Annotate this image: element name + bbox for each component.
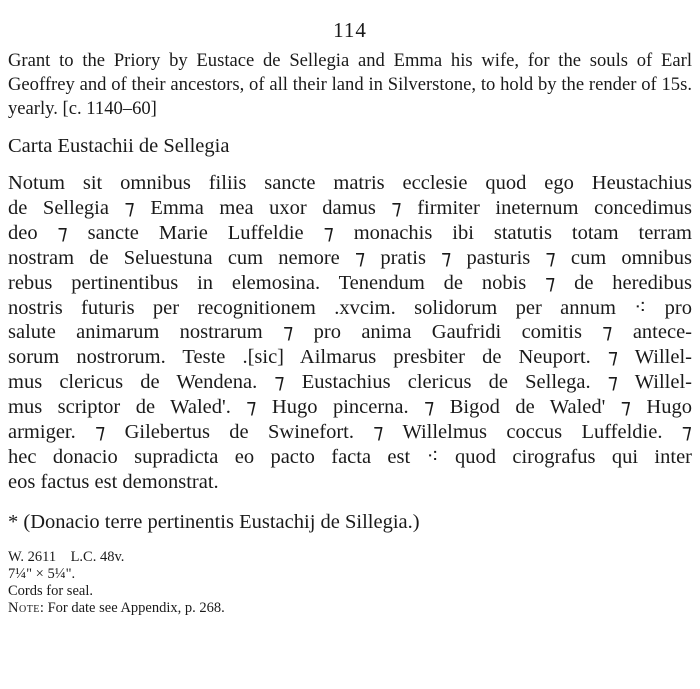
- note-label: Note: [8, 599, 40, 616]
- charter-line: nostram de Seluestuna cum nemore ⁊ pratis ⁊ pasturis ⁊ cum omnibus: [8, 246, 692, 269]
- charter-line: mus scriptor de Waled'. ⁊ Hugo pincerna. ⁊ Bigod de Waled' ⁊ Hugo: [8, 396, 692, 419]
- charter-line: mus clericus de Wendena. ⁊ Eustachius clericus de Sellega. ⁊ Willel-: [8, 371, 692, 394]
- charter-line: hec donacio supradicta eo pacto facta est ⁖ quod cirografus qui inter: [8, 445, 692, 468]
- archival-notes: [8, 549, 692, 617]
- seal-line: Cords for seal.: [8, 582, 93, 599]
- note-line: [8, 600, 692, 617]
- charter-line: salute animarum nostrarum ⁊ pro anima Gaufridi comitis ⁊ antece-: [8, 321, 692, 344]
- document-page: [8, 18, 692, 617]
- charter-heading: Carta Eustachii de Sellegia: [8, 135, 230, 157]
- endorsement: * (Donacio terre pertinentis Eustachij de Sillegia.): [8, 510, 420, 533]
- charter-line: sorum nostrorum. Teste .[sic] Ailmarus presbiter de Neuport. ⁊ Willel-: [8, 346, 692, 369]
- charter-line: eos factus est demonstrat.: [8, 470, 219, 493]
- page-number: 114: [333, 18, 367, 42]
- charter-line: nostris futuris per recognitionem .xvcim. solidorum per annum ⁖ pro: [8, 296, 692, 319]
- charter-line: Notum sit omnibus filiis sancte matris ecclesie quod ego Heustachius: [8, 172, 692, 194]
- charter-summary: Grant to the Priory by Eustace de Sellegia and Emma his wife, for the souls of Earl Geoffrey and of their ancestors, of all their land in Silverstone, to hold by the render of 15s. yearly. [c. 1140–60]: [8, 50, 692, 119]
- charter-line: deo ⁊ sancte Marie Luffeldie ⁊ monachis ibi statutis totam terram: [8, 221, 692, 244]
- dimensions-line: 7¼" × 5¼".: [8, 565, 76, 582]
- note-text: : For date see Appendix, p. 268.: [39, 599, 225, 616]
- reference-line: W. 2611 L.C. 48v.: [8, 548, 125, 565]
- charter-line: armiger. ⁊ Gilebertus de Swinefort. ⁊ Willelmus coccus Luffeldie. ⁊: [8, 421, 692, 444]
- charter-line: rebus pertinentibus in elemosina. Tenendum de nobis ⁊ de heredibus: [8, 271, 692, 294]
- charter-line: de Sellegia ⁊ Emma mea uxor damus ⁊ firmiter ineternum concedimus: [8, 196, 692, 219]
- charter-text: [8, 171, 692, 495]
